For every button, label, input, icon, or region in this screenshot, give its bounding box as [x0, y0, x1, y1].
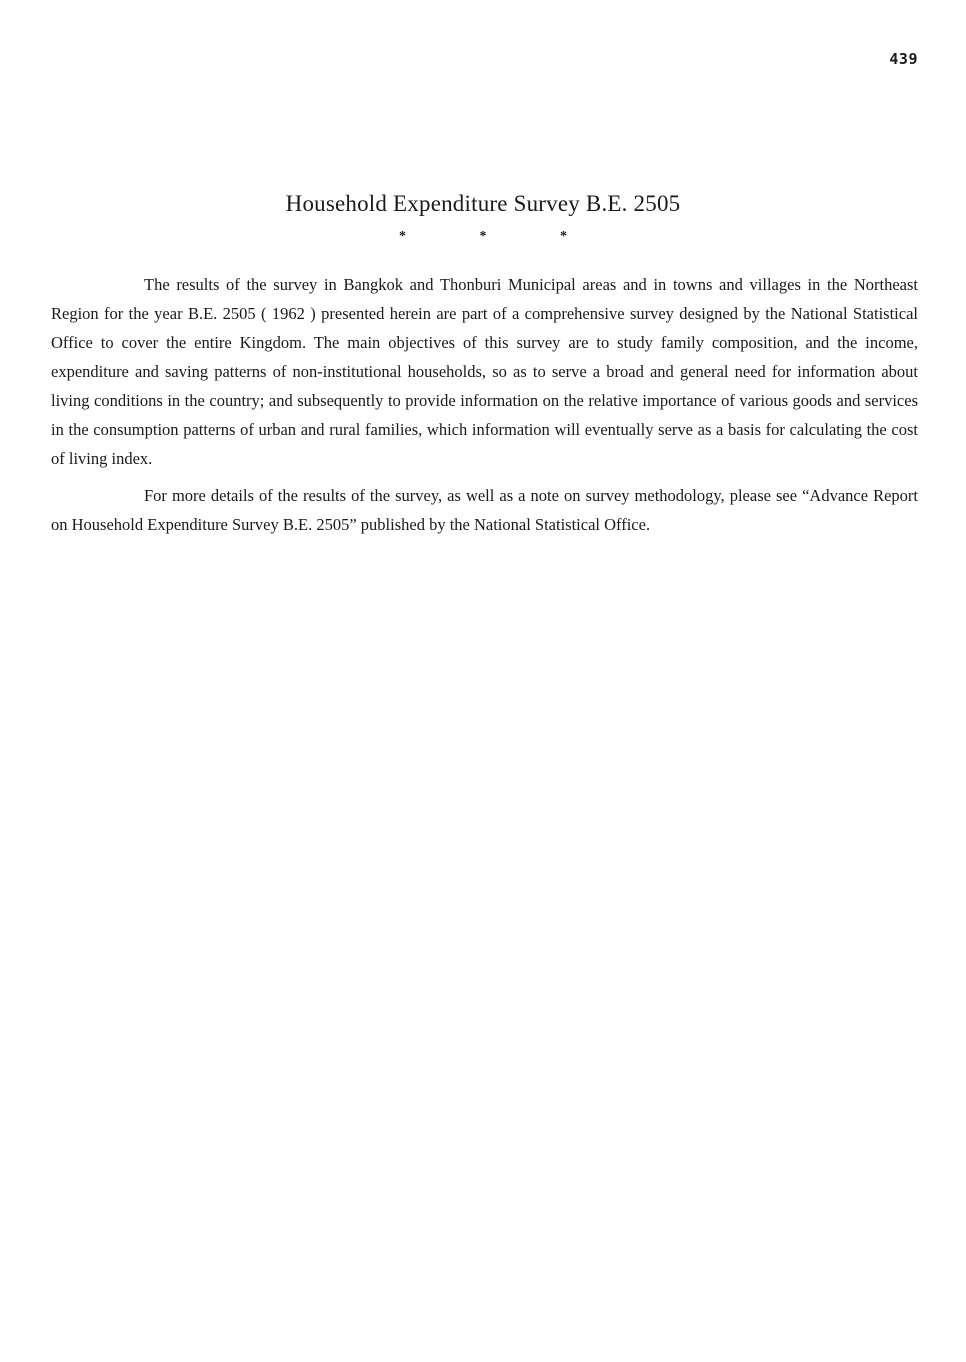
section-separator — [0, 229, 966, 245]
paragraph-further-details: For more details of the results of the survey, as well as a note on survey methodology, please see “Advance Report on Household Expenditure Survey B.E. 2505” published by the National Statistical Office. — [51, 486, 918, 534]
separator-asterisk: * — [399, 229, 406, 244]
body-text — [51, 270, 918, 547]
page-title: Household Expenditure Survey B.E. 2505 — [285, 191, 681, 217]
separator-asterisk: * — [560, 229, 567, 244]
separator-asterisk: * — [479, 229, 487, 244]
page-number: 439 — [889, 50, 918, 68]
paragraph-survey-results: The results of the survey in Bangkok and Thonburi Municipal areas and in towns and villages in the Northeast Region for the year B.E. 2505 ( 1962 ) presented herein are part of a comprehensive survey designed by the National Statistical Office to cover the entire Kingdom. The main objectives of this survey are to study family composition, and the income, expenditure and saving patterns of non-institutional households, so as to serve a broad and general need for information about living conditions in the country; and subsequently to provide information on the relative importance of various goods and services in the consumption patterns of urban and rural families, which information will eventually serve as a basis for calculating the cost of living index. — [51, 275, 918, 468]
